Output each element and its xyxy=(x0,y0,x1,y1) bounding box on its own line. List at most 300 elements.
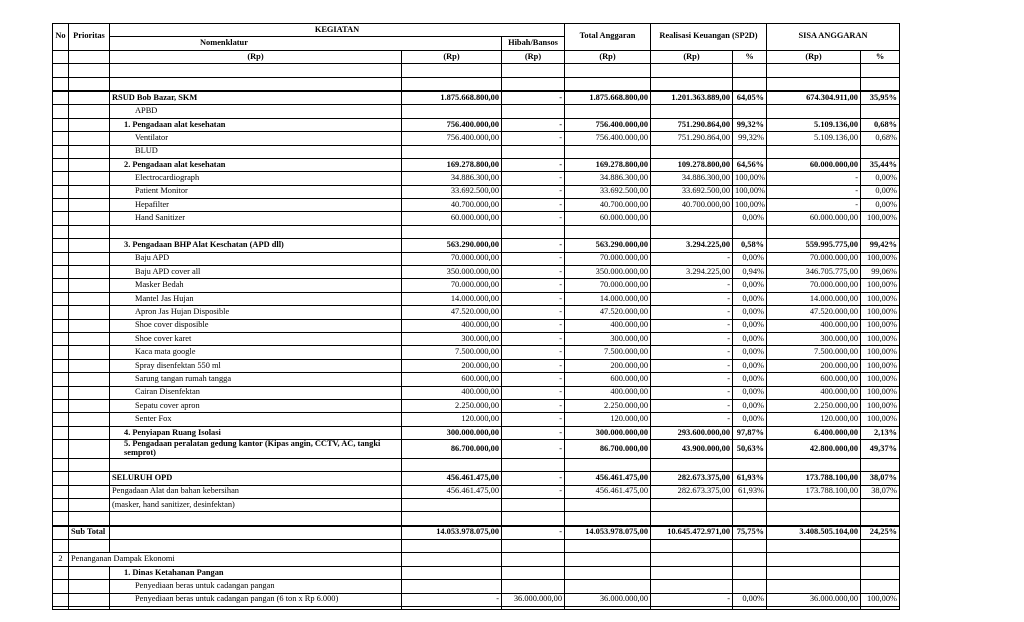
cell-no xyxy=(53,145,69,158)
budget-table-body xyxy=(53,64,900,610)
cell-sisa-pct: 0,00% xyxy=(861,199,900,212)
subtotal-label: Sub Total xyxy=(69,526,110,540)
cell-sisa-pct: 35,95% xyxy=(861,91,900,105)
empty-cell xyxy=(767,607,861,610)
header-unit-rp: (Rp) xyxy=(402,50,502,63)
empty-cell xyxy=(110,512,402,526)
empty-cell xyxy=(402,225,502,238)
empty-cell xyxy=(69,607,110,610)
table-row xyxy=(53,413,900,426)
cell-realisasi-pct: 0,00% xyxy=(733,332,767,345)
empty-cell xyxy=(402,512,502,526)
empty-cell xyxy=(861,553,900,566)
cell-hibah: - xyxy=(502,239,565,252)
table-row xyxy=(53,145,900,158)
cell-sisa-pct: 35,44% xyxy=(861,158,900,171)
empty-cell xyxy=(733,64,767,77)
table-row xyxy=(53,526,900,540)
empty-cell xyxy=(651,77,733,91)
cell-sisa: 346.705.775,00 xyxy=(767,266,861,279)
cell-sisa-pct: 99,42% xyxy=(861,239,900,252)
cell-realisasi: 43.900.000,00 xyxy=(651,440,733,459)
cell-sisa-pct: 99,06% xyxy=(861,266,900,279)
cell-realisasi-pct: 97,87% xyxy=(733,426,767,439)
cell-no xyxy=(53,306,69,319)
cell-hibah: - xyxy=(502,199,565,212)
cell-nomenklatur: BLUD xyxy=(110,145,402,158)
cell-realisasi: - xyxy=(651,292,733,305)
cell-hibah: - xyxy=(502,440,565,459)
table-row xyxy=(53,485,900,498)
cell-hibah: - xyxy=(502,212,565,225)
cell-prioritas xyxy=(69,373,110,386)
table-row xyxy=(53,212,900,225)
cell-sisa: 600.000,00 xyxy=(767,373,861,386)
cell-realisasi: - xyxy=(651,332,733,345)
cell-rp: 563.290.000,00 xyxy=(402,239,502,252)
empty-cell xyxy=(69,64,110,77)
empty-cell xyxy=(502,512,565,526)
cell-realisasi-pct: 0,00% xyxy=(733,292,767,305)
cell-total: 563.290.000,00 xyxy=(565,239,651,252)
header-unit-sisa-pct: % xyxy=(861,50,900,63)
cell-sisa-pct: 38,07% xyxy=(861,485,900,498)
cell-sisa: 60.000.000,00 xyxy=(767,158,861,171)
cell-sisa-pct: 38,07% xyxy=(861,472,900,485)
cell-sisa: 36.000.000,00 xyxy=(767,593,861,606)
cell-realisasi: - xyxy=(651,252,733,265)
empty-cell xyxy=(53,607,69,610)
cell-sisa-pct: 2,13% xyxy=(861,426,900,439)
header-unit-realisasi-pct: % xyxy=(733,50,767,63)
cell-sisa-pct xyxy=(861,498,900,511)
cell-sisa: 2.250.000,00 xyxy=(767,399,861,412)
cell-realisasi-pct: 99,32% xyxy=(733,132,767,145)
cell-sisa-pct: 100,00% xyxy=(861,346,900,359)
cell-sisa-pct: 0,68% xyxy=(861,132,900,145)
cell-no xyxy=(53,346,69,359)
cell-no xyxy=(53,373,69,386)
cell-rp: 1.875.668.800,00 xyxy=(402,91,502,105)
cell-realisasi: 40.700.000,00 xyxy=(651,199,733,212)
header-unit-total: (Rp) xyxy=(565,50,651,63)
header-unit-realisasi: (Rp) xyxy=(651,50,733,63)
cell-no xyxy=(53,359,69,372)
cell-hibah: - xyxy=(502,426,565,439)
cell-no xyxy=(53,485,69,498)
cell-realisasi-pct: 61,93% xyxy=(733,472,767,485)
cell-realisasi: 34.886.300,00 xyxy=(651,172,733,185)
empty-cell xyxy=(53,458,69,471)
empty-cell xyxy=(565,458,651,471)
cell-total: 756.400.000,00 xyxy=(565,132,651,145)
cell-hibah: - xyxy=(502,172,565,185)
cell-nomenklatur: Kaca mata google xyxy=(110,346,402,359)
cell-rp xyxy=(402,580,502,593)
cell-realisasi-pct: 0,94% xyxy=(733,266,767,279)
cell-realisasi: 3.294.225,00 xyxy=(651,239,733,252)
cell-sisa-pct: 0,68% xyxy=(861,118,900,131)
cell-realisasi: 751.290.864,00 xyxy=(651,118,733,131)
empty-cell xyxy=(651,64,733,77)
cell-rp: 86.700.000,00 xyxy=(402,440,502,459)
empty-cell xyxy=(53,512,69,526)
cell-hibah: 36.000.000,00 xyxy=(502,593,565,606)
cell-realisasi-pct: 0,00% xyxy=(733,386,767,399)
cell-sisa-pct: 100,00% xyxy=(861,413,900,426)
cell-sisa xyxy=(767,105,861,118)
cell-realisasi xyxy=(651,212,733,225)
cell-hibah: - xyxy=(502,185,565,198)
empty-cell xyxy=(651,553,733,566)
header-prioritas: Prioritas xyxy=(69,24,110,51)
cell-prioritas xyxy=(69,413,110,426)
cell-prioritas xyxy=(69,118,110,131)
empty-cell xyxy=(767,553,861,566)
table-row xyxy=(53,373,900,386)
cell-nomenklatur: Cairan Disenfektan xyxy=(110,386,402,399)
cell-sisa: 7.500.000,00 xyxy=(767,346,861,359)
header-unit-prioritas xyxy=(69,50,110,63)
cell-nomenklatur: (masker, hand sanitizer, desinfektan) xyxy=(110,498,402,511)
cell-hibah: - xyxy=(502,306,565,319)
empty-cell xyxy=(767,512,861,526)
cell-total xyxy=(565,580,651,593)
cell-no xyxy=(53,199,69,212)
cell-hibah: - xyxy=(502,386,565,399)
cell-realisasi: 282.673.375,00 xyxy=(651,472,733,485)
empty-cell xyxy=(402,458,502,471)
table-row xyxy=(53,346,900,359)
empty-cell xyxy=(733,540,767,553)
cell-total: 2.250.000,00 xyxy=(565,399,651,412)
cell-sisa: 5.109.136,00 xyxy=(767,118,861,131)
cell-sisa: 3.408.505.104,00 xyxy=(767,526,861,540)
cell-no xyxy=(53,413,69,426)
table-row xyxy=(53,553,900,566)
cell-sisa: 14.000.000,00 xyxy=(767,292,861,305)
cell-realisasi-pct: 0,00% xyxy=(733,252,767,265)
cell-rp xyxy=(402,498,502,511)
cell-nomenklatur: APBD xyxy=(110,105,402,118)
cell-rp: 70.000.000,00 xyxy=(402,279,502,292)
cell-realisasi: 293.600.000,00 xyxy=(651,426,733,439)
cell-rp: 300.000,00 xyxy=(402,332,502,345)
cell-sisa: 400.000,00 xyxy=(767,319,861,332)
cell-nomenklatur: 1. Dinas Ketahanan Pangan xyxy=(110,566,402,579)
cell-nomenklatur: Apron Jas Hujan Disposible xyxy=(110,306,402,319)
cell-realisasi: - xyxy=(651,279,733,292)
empty-cell xyxy=(502,607,565,610)
cell-realisasi-pct: 100,00% xyxy=(733,199,767,212)
empty-cell xyxy=(502,540,565,553)
cell-nomenklatur: Sarung tangan rumah tangga xyxy=(110,373,402,386)
cell-sisa: 70.000.000,00 xyxy=(767,279,861,292)
cell-rp: 400.000,00 xyxy=(402,319,502,332)
table-row xyxy=(53,512,900,526)
table-row xyxy=(53,607,900,610)
empty-cell xyxy=(110,225,402,238)
empty-cell xyxy=(861,512,900,526)
cell-realisasi: - xyxy=(651,319,733,332)
cell-sisa xyxy=(767,580,861,593)
cell-prioritas xyxy=(69,172,110,185)
cell-realisasi xyxy=(651,105,733,118)
empty-cell xyxy=(861,607,900,610)
cell-hibah: - xyxy=(502,526,565,540)
cell-total: 14.053.978.075,00 xyxy=(565,526,651,540)
empty-cell xyxy=(53,540,69,553)
cell-nomenklatur: Shoe cover disposible xyxy=(110,319,402,332)
table-row xyxy=(53,472,900,485)
cell-nomenklatur: 5. Pengadaan peralatan gedung kantor (Kipas angin, CCTV, AC, tangki semprot) xyxy=(110,440,402,459)
empty-cell xyxy=(733,512,767,526)
cell-realisasi: - xyxy=(651,593,733,606)
empty-cell xyxy=(733,77,767,91)
cell-total: 456.461.475,00 xyxy=(565,472,651,485)
cell-realisasi xyxy=(651,498,733,511)
cell-prioritas xyxy=(69,105,110,118)
cell-total: 400.000,00 xyxy=(565,319,651,332)
cell-prioritas xyxy=(69,212,110,225)
cell-nomenklatur: Spray disenfektan 550 ml xyxy=(110,359,402,372)
cell-no xyxy=(53,279,69,292)
cell-no xyxy=(53,132,69,145)
empty-cell xyxy=(69,77,110,91)
cell-total: 34.886.300,00 xyxy=(565,172,651,185)
cell-realisasi-pct: 0,00% xyxy=(733,346,767,359)
cell-hibah xyxy=(502,498,565,511)
empty-cell xyxy=(565,553,651,566)
cell-sisa xyxy=(767,498,861,511)
table-row xyxy=(53,252,900,265)
cell-total xyxy=(565,566,651,579)
cell-total xyxy=(565,498,651,511)
cell-realisasi-pct: 0,00% xyxy=(733,279,767,292)
cell-sisa: 200.000,00 xyxy=(767,359,861,372)
empty-cell xyxy=(402,607,502,610)
cell-total: 300.000,00 xyxy=(565,332,651,345)
cell-prioritas xyxy=(69,426,110,439)
cell-no xyxy=(53,239,69,252)
cell-prioritas xyxy=(69,359,110,372)
cell-nomenklatur: Hand Sanitizer xyxy=(110,212,402,225)
empty-cell xyxy=(565,607,651,610)
cell-prioritas xyxy=(69,593,110,606)
cell-realisasi-pct xyxy=(733,105,767,118)
cell-hibah: - xyxy=(502,91,565,105)
table-row xyxy=(53,91,900,105)
cell-prioritas xyxy=(69,292,110,305)
cell-hibah: - xyxy=(502,485,565,498)
table-row xyxy=(53,158,900,171)
cell-prioritas xyxy=(69,399,110,412)
cell-sisa-pct: 100,00% xyxy=(861,332,900,345)
cell-total: 40.700.000,00 xyxy=(565,199,651,212)
cell-realisasi-pct: 0,58% xyxy=(733,239,767,252)
empty-cell xyxy=(651,458,733,471)
cell-realisasi-pct: 0,00% xyxy=(733,212,767,225)
cell-prioritas xyxy=(69,185,110,198)
cell-prioritas xyxy=(69,319,110,332)
cell-no xyxy=(53,580,69,593)
cell-realisasi: 10.645.472.971,00 xyxy=(651,526,733,540)
cell-nomenklatur: Pengadaan Alat dan bahan kebersihan xyxy=(110,485,402,498)
cell-sisa-pct: 100,00% xyxy=(861,593,900,606)
cell-no: 2 xyxy=(53,553,69,566)
cell-realisasi-pct: 0,00% xyxy=(733,593,767,606)
empty-cell xyxy=(502,77,565,91)
cell-sisa-pct xyxy=(861,566,900,579)
cell-prioritas xyxy=(69,239,110,252)
cell-total: 1.875.668.800,00 xyxy=(565,91,651,105)
cell-hibah: - xyxy=(502,332,565,345)
table-row xyxy=(53,105,900,118)
cell-realisasi-pct: 64,05% xyxy=(733,91,767,105)
cell-no xyxy=(53,266,69,279)
cell-nomenklatur: Penyediaan beras untuk cadangan pangan xyxy=(110,580,402,593)
cell-sisa-pct: 49,37% xyxy=(861,440,900,459)
empty-cell xyxy=(767,77,861,91)
cell-sisa: - xyxy=(767,185,861,198)
cell-sisa: - xyxy=(767,172,861,185)
header-hibah: Hibah/Bansos xyxy=(502,37,565,50)
cell-hibah: - xyxy=(502,266,565,279)
cell-realisasi-pct: 0,00% xyxy=(733,359,767,372)
cell-realisasi: 751.290.864,00 xyxy=(651,132,733,145)
table-row xyxy=(53,458,900,471)
cell-sisa-pct: 100,00% xyxy=(861,252,900,265)
cell-rp: 40.700.000,00 xyxy=(402,199,502,212)
cell-no xyxy=(53,593,69,606)
cell-total xyxy=(565,145,651,158)
cell-no xyxy=(53,498,69,511)
cell-rp xyxy=(402,566,502,579)
cell-realisasi: - xyxy=(651,373,733,386)
cell-hibah: - xyxy=(502,346,565,359)
cell-realisasi: 3.294.225,00 xyxy=(651,266,733,279)
cell-sisa-pct: 100,00% xyxy=(861,386,900,399)
cell-no xyxy=(53,332,69,345)
table-row xyxy=(53,319,900,332)
cell-rp: 600.000,00 xyxy=(402,373,502,386)
cell-no xyxy=(53,399,69,412)
cell-total: 200.000,00 xyxy=(565,359,651,372)
cell-nomenklatur: Penyediaan beras untuk cadangan pangan (6 ton x Rp 6.000) xyxy=(110,593,402,606)
section-label: Penanganan Dampak Ekonomi xyxy=(69,553,402,566)
cell-total: 400.000,00 xyxy=(565,386,651,399)
cell-hibah: - xyxy=(502,158,565,171)
cell-sisa-pct: 100,00% xyxy=(861,306,900,319)
empty-cell xyxy=(110,64,402,77)
cell-nomenklatur: Baju APD xyxy=(110,252,402,265)
cell-rp: 200.000,00 xyxy=(402,359,502,372)
cell-total: 14.000.000,00 xyxy=(565,292,651,305)
cell-rp xyxy=(402,145,502,158)
cell-no xyxy=(53,118,69,131)
cell-nomenklatur: Baju APD cover all xyxy=(110,266,402,279)
cell-realisasi: - xyxy=(651,413,733,426)
cell-hibah: - xyxy=(502,319,565,332)
cell-rp: 350.000.000,00 xyxy=(402,266,502,279)
empty-cell xyxy=(565,225,651,238)
cell-hibah: - xyxy=(502,252,565,265)
table-row xyxy=(53,77,900,91)
cell-realisasi: 33.692.500,00 xyxy=(651,185,733,198)
table-row xyxy=(53,225,900,238)
cell-rp xyxy=(402,105,502,118)
cell-total: 300.000.000,00 xyxy=(565,426,651,439)
empty-cell xyxy=(651,540,733,553)
cell-realisasi-pct: 0,00% xyxy=(733,306,767,319)
cell-realisasi xyxy=(651,566,733,579)
header-nomenklatur: Nomenklatur xyxy=(110,37,402,50)
empty-cell xyxy=(733,225,767,238)
cell-sisa-pct xyxy=(861,145,900,158)
cell-realisasi-pct xyxy=(733,145,767,158)
cell-rp: - xyxy=(402,593,502,606)
cell-no xyxy=(53,472,69,485)
cell-prioritas xyxy=(69,132,110,145)
empty-cell xyxy=(110,458,402,471)
cell-realisasi: 1.201.363.889,00 xyxy=(651,91,733,105)
cell-sisa: 42.800.000,00 xyxy=(767,440,861,459)
cell-prioritas xyxy=(69,566,110,579)
cell-prioritas xyxy=(69,498,110,511)
cell-no xyxy=(53,158,69,171)
header-nomenklatur-cont xyxy=(402,37,502,50)
cell-no xyxy=(53,526,69,540)
empty-cell xyxy=(69,540,110,553)
cell-sisa: 674.304.911,00 xyxy=(767,91,861,105)
cell-prioritas xyxy=(69,386,110,399)
header-sisa-anggaran: SISA ANGGARAN xyxy=(767,24,900,51)
cell-sisa xyxy=(767,145,861,158)
empty-cell xyxy=(565,512,651,526)
empty-cell xyxy=(861,225,900,238)
cell-sisa-pct: 0,00% xyxy=(861,185,900,198)
empty-cell xyxy=(861,458,900,471)
cell-total xyxy=(565,105,651,118)
cell-realisasi-pct: 100,00% xyxy=(733,172,767,185)
cell-rp: 60.000.000,00 xyxy=(402,212,502,225)
empty-cell xyxy=(69,458,110,471)
cell-total: 70.000.000,00 xyxy=(565,252,651,265)
cell-nomenklatur: Patient Monitor xyxy=(110,185,402,198)
table-row xyxy=(53,426,900,439)
cell-no xyxy=(53,212,69,225)
table-row xyxy=(53,172,900,185)
header-kegiatan: KEGIATAN xyxy=(110,24,565,37)
cell-realisasi: 109.278.800,00 xyxy=(651,158,733,171)
cell-total: 86.700.000,00 xyxy=(565,440,651,459)
header-unit-no xyxy=(53,50,69,63)
cell-nomenklatur xyxy=(110,526,402,540)
cell-total: 60.000.000,00 xyxy=(565,212,651,225)
cell-sisa: 173.788.100,00 xyxy=(767,472,861,485)
empty-cell xyxy=(110,607,402,610)
table-row xyxy=(53,498,900,511)
cell-total: 456.461.475,00 xyxy=(565,485,651,498)
empty-cell xyxy=(565,540,651,553)
cell-sisa: 300.000,00 xyxy=(767,332,861,345)
cell-hibah: - xyxy=(502,279,565,292)
empty-cell xyxy=(767,540,861,553)
cell-sisa-pct xyxy=(861,580,900,593)
cell-prioritas xyxy=(69,279,110,292)
empty-cell xyxy=(53,225,69,238)
cell-rp: 7.500.000,00 xyxy=(402,346,502,359)
